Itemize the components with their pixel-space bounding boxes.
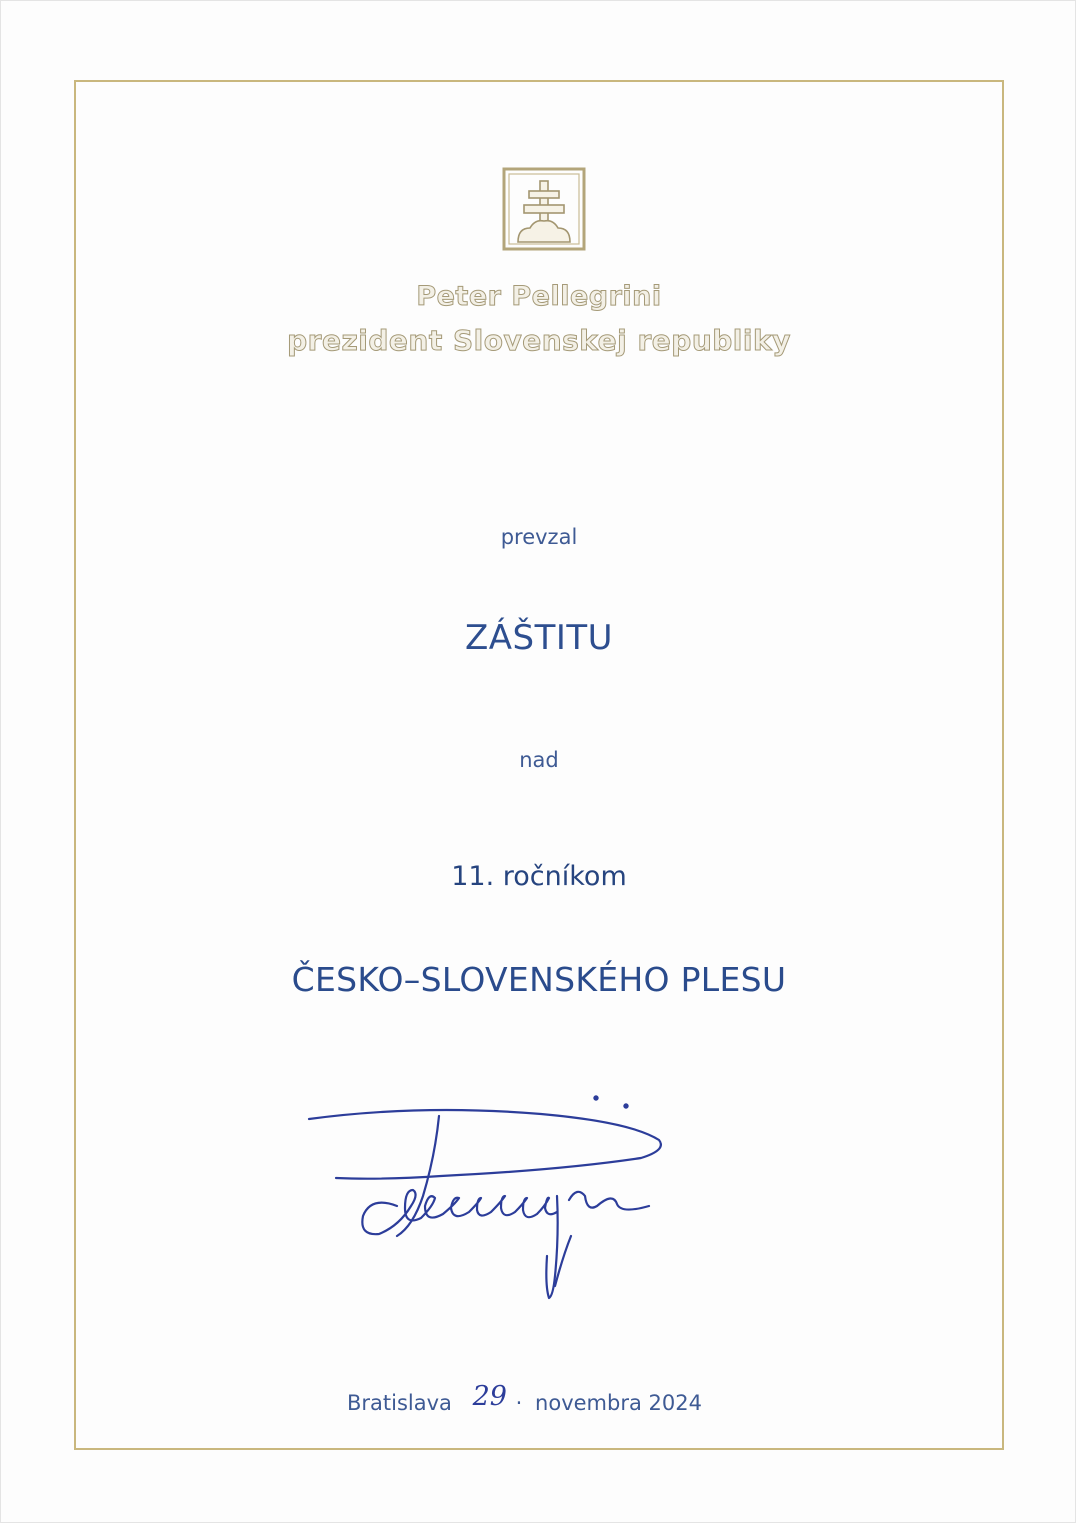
text-nad: nad xyxy=(519,748,559,772)
handwritten-signature xyxy=(301,1086,671,1306)
coat-of-arms-icon xyxy=(502,167,586,251)
date-separator-dot: · xyxy=(515,1390,523,1415)
event-name: ČESKO–SLOVENSKÉHO PLESU xyxy=(291,960,787,999)
president-title: prezident Slovenskej republiky xyxy=(287,324,791,357)
president-name: Peter Pellegrini xyxy=(416,281,662,312)
handwritten-day: 29 xyxy=(472,1381,507,1412)
date-line xyxy=(347,1381,702,1423)
city-label: Bratislava xyxy=(347,1390,452,1415)
month-year-label: novembra 2024 xyxy=(535,1390,702,1415)
text-rocnik: 11. ročníkom xyxy=(451,861,627,892)
text-prevzal: prevzal xyxy=(500,525,578,549)
text-zastitu: ZÁŠTITU xyxy=(464,618,614,658)
